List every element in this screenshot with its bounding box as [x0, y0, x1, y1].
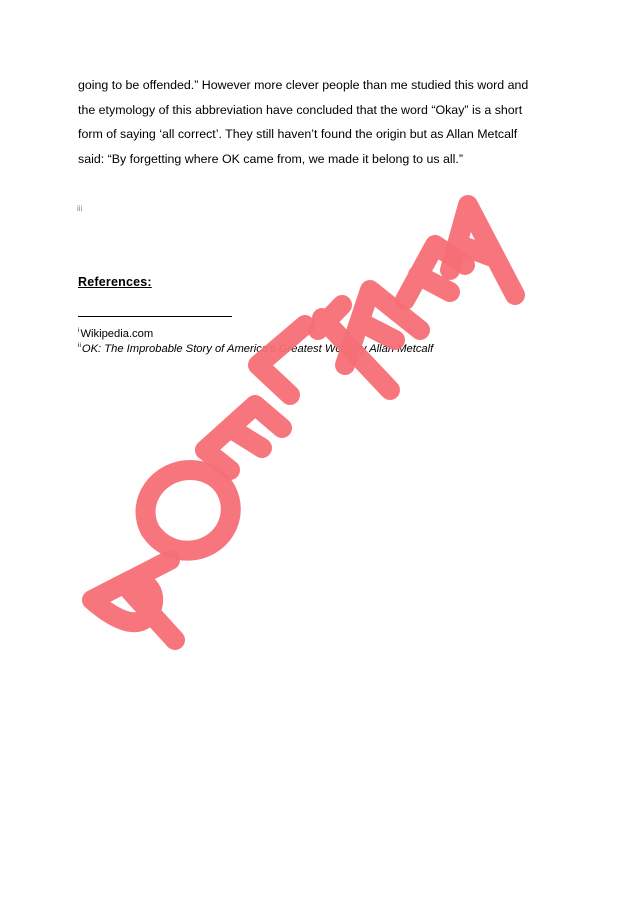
footnote-1-text: Wikipedia.com [80, 328, 154, 340]
body-line-2: the etymology of this abbreviation have concluded that the word “Okay” is a short [78, 102, 523, 117]
body-line-1: going to be offended.” However more clever people than me studied this word and [78, 78, 529, 92]
watermark-letter-f [405, 245, 465, 300]
watermark-word-tafa [318, 205, 515, 390]
endnote-marker: iii [77, 204, 83, 213]
body-line-4: said: “By forgetting where OK came from, we made it belong to us all.” [78, 151, 463, 166]
footnote-separator [78, 316, 232, 317]
watermark-word-roel [92, 325, 305, 640]
watermark-letter-l [258, 325, 305, 395]
footnote-2 [78, 339, 433, 356]
watermark-letter-r [92, 560, 175, 640]
footnote-2-marker: ii [78, 342, 81, 349]
references-heading: References: [78, 275, 152, 289]
body-line-3: form of saying ‘all correct’. They still haven’t found the origin but as Allan Metcalf [78, 127, 518, 141]
watermark-letter-o [146, 470, 231, 551]
body-paragraph [78, 73, 558, 171]
footnote-1-marker: i [78, 327, 80, 334]
watermark-letter-a-2 [450, 205, 515, 295]
watermark-letter-e [205, 405, 282, 470]
footnote-2-text: OK: The Improbable Story of America's Greatest Word by Allan Metcalf [81, 343, 434, 355]
